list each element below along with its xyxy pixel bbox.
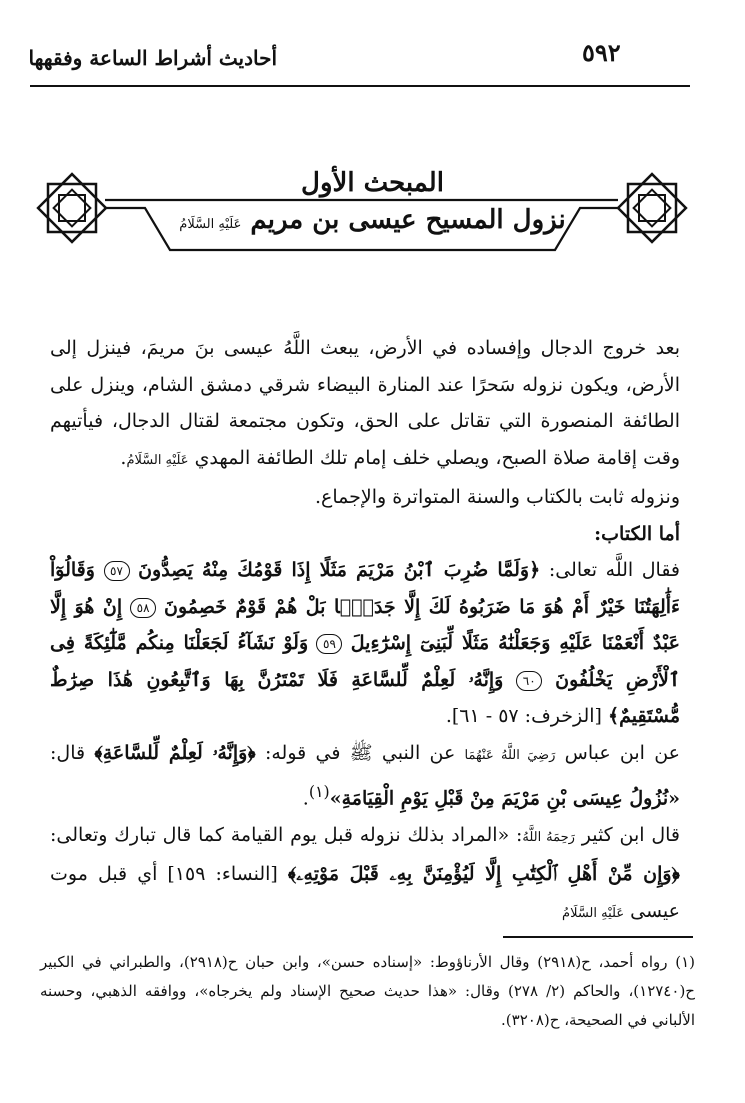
honorific: ﷺ (349, 741, 373, 764)
running-header-title: أحاديث أشراط الساعة وفقهها (28, 46, 277, 70)
ayah-number: ٦٠ (516, 671, 542, 691)
header-rule (30, 85, 690, 87)
ayah-number: ٥٧ (104, 561, 130, 581)
honorific: عَلَيْهِ السَّلَامُ (179, 217, 242, 232)
paragraph: عن ابن عباس رَضِيَ اللَّهُ عَنْهُمَا عن النبي ﷺ في قوله: ﴿وَإِنَّهُۥ لَعِلْمٌ لِّلسَّاعَةِ﴾ قال: «نُزُولُ عِيسَى بْنِ مَرْيَمَ مِنْ قَبْلِ يَوْمِ الْقِيَامَةِ»$^{(١)}$. (50, 741, 680, 810)
quran-reference: [الزخرف: ٥٧ - ٦١]. (445, 705, 602, 727)
main-text (50, 330, 680, 932)
chapter-title: المبحث الأول (301, 168, 444, 198)
paragraph: قال ابن كثير رَحِمَهُ اللَّهُ: «المراد بذلك نزوله قبل يوم القيامة كما قال تبارك وتعالى: ﴿وَإِن مِّنْ أَهْلِ ٱلْكِتَٰبِ إِلَّا لَيُؤْمِنَنَّ بِهِۦ قَبْلَ مَوْتِهِۦ﴾ [النساء: ١٥٩] أي قبل موت عيسى عَلَيْهِ السَّلَامُ (50, 823, 681, 922)
ayah-number: ٥٨ (130, 598, 156, 618)
chapter-subtitle: نزول المسيح عيسى بن مريم عَلَيْهِ السَّلَامُ (179, 205, 566, 235)
paragraph: بعد خروج الدجال وإفساده في الأرض، يبعث اللَّهُ عيسى بنَ مريمَ، فينزل إلى الأرض، ويكون نزوله سَحرًا عند المنارة البيضاء شرقي دمشق الشام، وينزل على الطائفة المنصورة التي تقاتل على الحق، وتكون مجتمعة لقتال الدجال، فيأتيهم وقت إقامة صلاة الصبح، ويصلي خلف إمام تلك الطائفة المهدي عَلَيْهِ السَّلَامُ. (50, 337, 680, 469)
ayah-number: ٥٩ (316, 634, 342, 654)
honorific: عَلَيْهِ السَّلَامُ (562, 905, 625, 921)
hadith-quote: «نُزُولُ عِيسَى بْنِ مَرْيَمَ مِنْ قَبْلِ يَوْمِ الْقِيَامَةِ» (329, 787, 680, 810)
honorific: رَضِيَ اللَّهُ عَنْهُمَا (464, 747, 556, 763)
page-number: ٥٩٢ (582, 38, 621, 67)
quran-passage: فقال اللَّه تعالى: ﴿وَلَمَّا ضُرِبَ ٱبْنُ مَرْيَمَ مَثَلًا إِذَا قَوْمُكَ مِنْهُ يَصِدُّونَ ٥٧ وَقَالُوٓاْ ءَأَٰلِهَتُنَا خَيْرٌ أَمْ هُوَ مَا ضَرَبُوهُ لَكَ إِلَّا جَدَلًۢا بَلْ هُمْ قَوْمٌ خَصِمُونَ ٥٨ إِنْ هُوَ إِلَّا عَبْدٌ أَنْعَمْنَا عَلَيْهِ وَجَعَلْنَٰهُ مَثَلًا لِّبَنِىٓ إِسْرَٰٓءِيلَ ٥٩ وَلَوْ نَشَآءُ لَجَعَلْنَا مِنكُم مَّلَٰٓئِكَةً فِى ٱلْأَرْضِ يَخْلُفُونَ ٦٠ وَإِنَّهُۥ لَعِلْمٌ لِّلسَّاعَةِ فَلَا تَمْتَرُنَّ بِهَا وَٱتَّبِعُونِ هَٰذَا صِرَٰطٌ مُّسْتَقِيمٌ﴾ [الزخرف: ٥٧ - ٦١]. (50, 559, 681, 727)
honorific: عَلَيْهِ السَّلَامُ (126, 452, 189, 468)
footnote-separator (503, 936, 693, 938)
section-heading: أما الكتاب: (594, 522, 680, 545)
footnote: (١) رواه أحمد، ح(٢٩١٨) وقال الأرناؤوط: «إسناده حسن»، وابن حبان ح(٢٩١٨)، والطبراني في الكبير ح(١٢٧٤٠)، والحاكم (٢/ ٢٧٨) وقال: «هذا حديث صحيح الإسناد ولم يخرجاه»، ووافقه الذهبي، وحسنه الألباني في الصحيحة، ح(٣٢٠٨). (40, 953, 695, 1029)
footnote-marker: (١) (308, 782, 330, 801)
honorific: رَحِمَهُ اللَّهُ (522, 829, 575, 845)
quran-reference: [النساء: ١٥٩] (167, 863, 278, 886)
paragraph: ونزوله ثابت بالكتاب والسنة المتواترة والإجماع. (315, 486, 680, 508)
